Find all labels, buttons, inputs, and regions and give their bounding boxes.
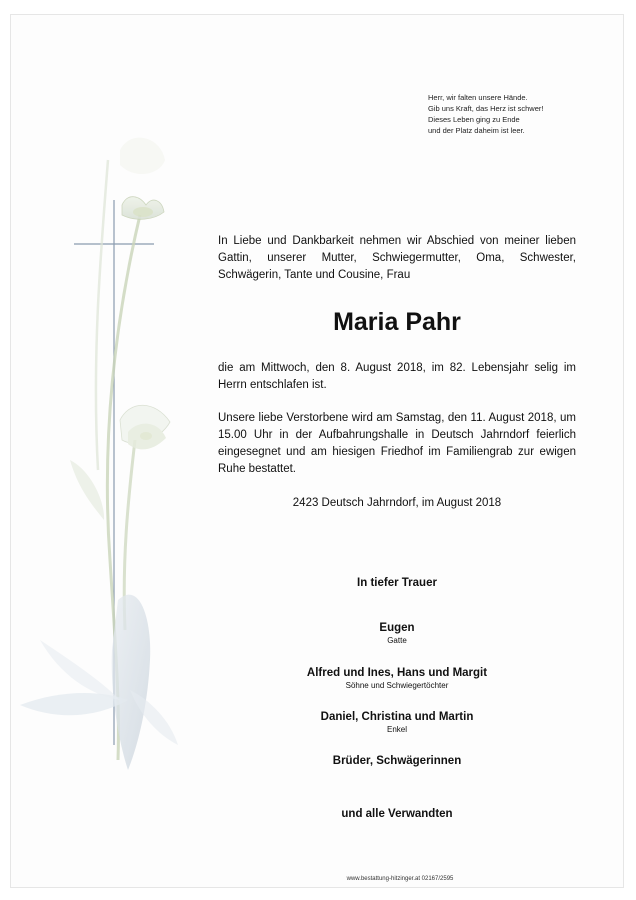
verse-line: Gib uns Kraft, das Herz ist schwer! (428, 104, 544, 113)
death-notice: die am Mittwoch, den 8. August 2018, im 82. Lebensjahr selig im Herrn entschlafen ist. (218, 362, 576, 391)
intro-paragraph: In Liebe und Dankbarkeit nehmen wir Abschied von meiner lieben Gattin, unserer Mutter, Schwiegermutter, Oma, Schwester, Schwägerin, Tante und Cousine, Frau (218, 235, 576, 281)
funeral-notice: Unsere liebe Verstorbene wird am Samstag, den 11. August 2018, um 15.00 Uhr in der Aufbahrungshalle in Deutsch Jahrndorf feierlich eingesegnet und am hiesigen Friedhof im Familiengrab zur ewigen Ruhe bestattet. (218, 412, 576, 475)
mourner-relation: Gatte (387, 636, 407, 645)
verse-line: Dieses Leben ging zu Ende (428, 115, 520, 124)
place-and-date: 2423 Deutsch Jahrndorf, im August 2018 (292, 497, 502, 509)
mourner-children (218, 667, 576, 690)
mourner-name: und alle Verwandten (341, 808, 453, 820)
verse-line: Herr, wir falten unsere Hände. (428, 93, 528, 102)
bible-verse (428, 92, 618, 136)
mourner-relation: Söhne und Schwiegertöchter (345, 681, 449, 690)
mourner-siblings (218, 755, 576, 767)
verse-line: und der Platz daheim ist leer. (428, 126, 525, 135)
mourner-relation: Enkel (386, 725, 407, 734)
mourner-name: Eugen (379, 622, 415, 634)
mourner-name: Brüder, Schwägerinnen (332, 755, 462, 767)
funeral-home-footer: www.bestattung-hitzinger.at 02167/2595 (346, 876, 454, 882)
deceased-name: Maria Pahr (333, 308, 461, 336)
mourner-husband (218, 622, 576, 645)
mourner-relatives (218, 808, 576, 820)
mourner-grandchildren (218, 711, 576, 734)
mourning-heading (218, 577, 576, 589)
mourning-heading-text: In tiefer Trauer (357, 577, 437, 589)
mourner-name: Daniel, Christina und Martin (320, 711, 474, 723)
mourner-name: Alfred und Ines, Hans und Margit (306, 667, 488, 679)
